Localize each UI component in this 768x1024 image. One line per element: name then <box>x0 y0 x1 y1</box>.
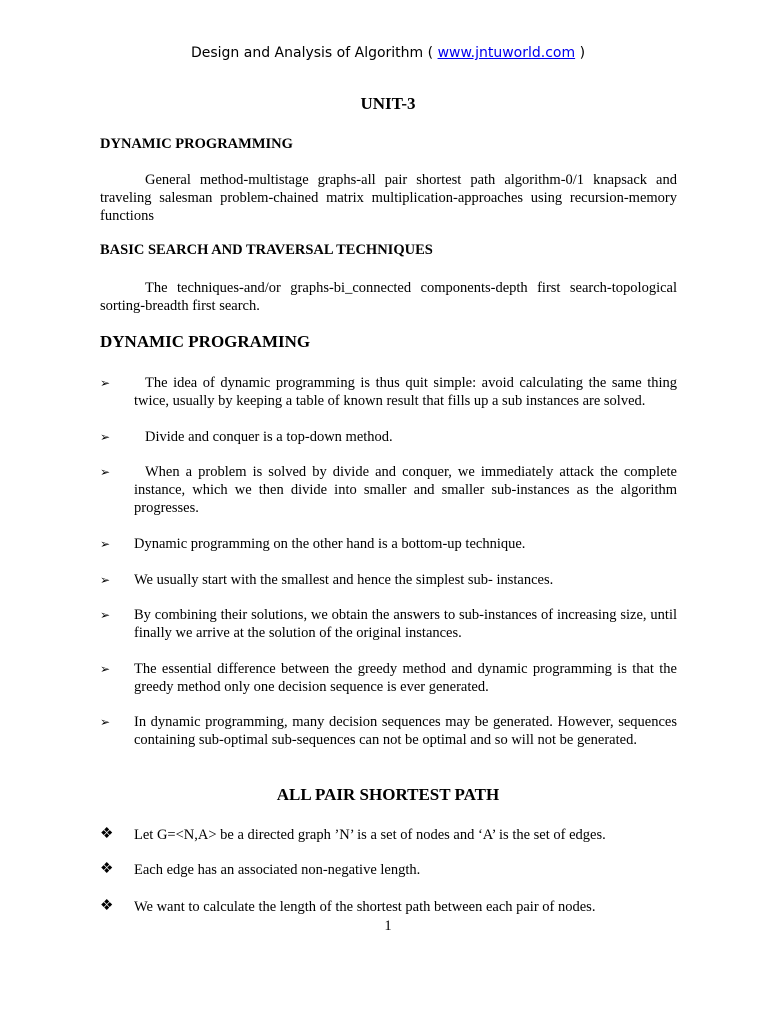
list-item-text: Each edge has an associated non-negative length. <box>134 862 421 878</box>
header-prefix: Design and Analysis of Algorithm ( <box>190 45 434 61</box>
list-item-text: Divide and conquer is a top-down method. <box>145 429 393 445</box>
list-item <box>100 606 677 642</box>
page-number: 1 <box>384 918 392 934</box>
running-header <box>0 45 768 61</box>
list-item-text: By combining their solutions, we obtain the answers to sub-instances of increasing size, until finally we arrive at the solution of the original instances. <box>134 607 677 641</box>
list-item <box>100 898 677 916</box>
list-item <box>100 713 677 749</box>
section-paragraph-search-traversal: The techniques-and/or graphs-bi_connected components-depth first search-topological sorting-breadth first search. <box>100 280 677 314</box>
diamond-bullet-icon: ❖ <box>100 861 114 877</box>
arrow-bullet-icon: ➢ <box>100 573 111 587</box>
list-item <box>100 428 677 446</box>
arrow-bullet-icon: ➢ <box>100 376 111 390</box>
list-item <box>100 861 677 879</box>
list-item <box>100 374 677 410</box>
list-item-text: Dynamic programming on the other hand is a bottom-up technique. <box>134 536 526 552</box>
all-pair-shortest-path-heading: ALL PAIR SHORTEST PATH <box>276 785 500 804</box>
list-item <box>100 826 677 844</box>
diamond-bullet-icon: ❖ <box>100 826 114 842</box>
list-item <box>100 660 677 696</box>
arrow-bullet-icon: ➢ <box>100 537 111 551</box>
header-suffix: ) <box>579 45 586 61</box>
list-item-text: We want to calculate the length of the shortest path between each pair of nodes. <box>134 899 596 915</box>
list-item-text: The essential difference between the greedy method and dynamic programming is that the greedy method only one decision sequence is ever generated. <box>134 661 677 695</box>
unit-title: UNIT-3 <box>360 94 416 113</box>
list-item-text: The idea of dynamic programming is thus quit simple: avoid calculating the same thing twice, usually by keeping a table of known result that fills up a sub instances are solved. <box>134 375 677 409</box>
list-item <box>100 535 677 553</box>
arrow-bullet-icon: ➢ <box>100 662 111 676</box>
list-item <box>100 571 677 589</box>
header-link[interactable]: www.jntuworld.com <box>437 45 576 61</box>
section-heading-dynamic-programming: DYNAMIC PROGRAMMING <box>100 136 293 152</box>
arrow-bullet-icon: ➢ <box>100 430 111 444</box>
list-item <box>100 463 677 517</box>
list-item-text: When a problem is solved by divide and conquer, we immediately attack the complete instance, which we then divide into smaller and smaller sub-instances as the algorithm progresses. <box>134 464 677 516</box>
list-item-text: We usually start with the smallest and hence the simplest sub- instances. <box>134 572 554 588</box>
list-item-text: In dynamic programming, many decision sequences may be generated. However, sequences containing sub-optimal sub-sequences can not be optimal and so will not be generated. <box>134 714 677 748</box>
arrow-bullet-icon: ➢ <box>100 608 111 622</box>
arrow-bullet-icon: ➢ <box>100 715 111 729</box>
section-heading-search-traversal: BASIC SEARCH AND TRAVERSAL TECHNIQUES <box>100 242 433 258</box>
arrow-bullet-icon: ➢ <box>100 465 111 479</box>
list-item-text: Let G=<N,A> be a directed graph ’N’ is a set of nodes and ‘A’ is the set of edges. <box>134 827 606 843</box>
diamond-bullet-icon: ❖ <box>100 898 114 914</box>
section-paragraph-dynamic-programming: General method-multistage graphs-all pair shortest path algorithm-0/1 knapsack and traveling salesman problem-chained matrix multiplication-approaches using recursion-memory functions <box>100 172 677 224</box>
dynamic-programing-heading: DYNAMIC PROGRAMING <box>100 332 311 351</box>
